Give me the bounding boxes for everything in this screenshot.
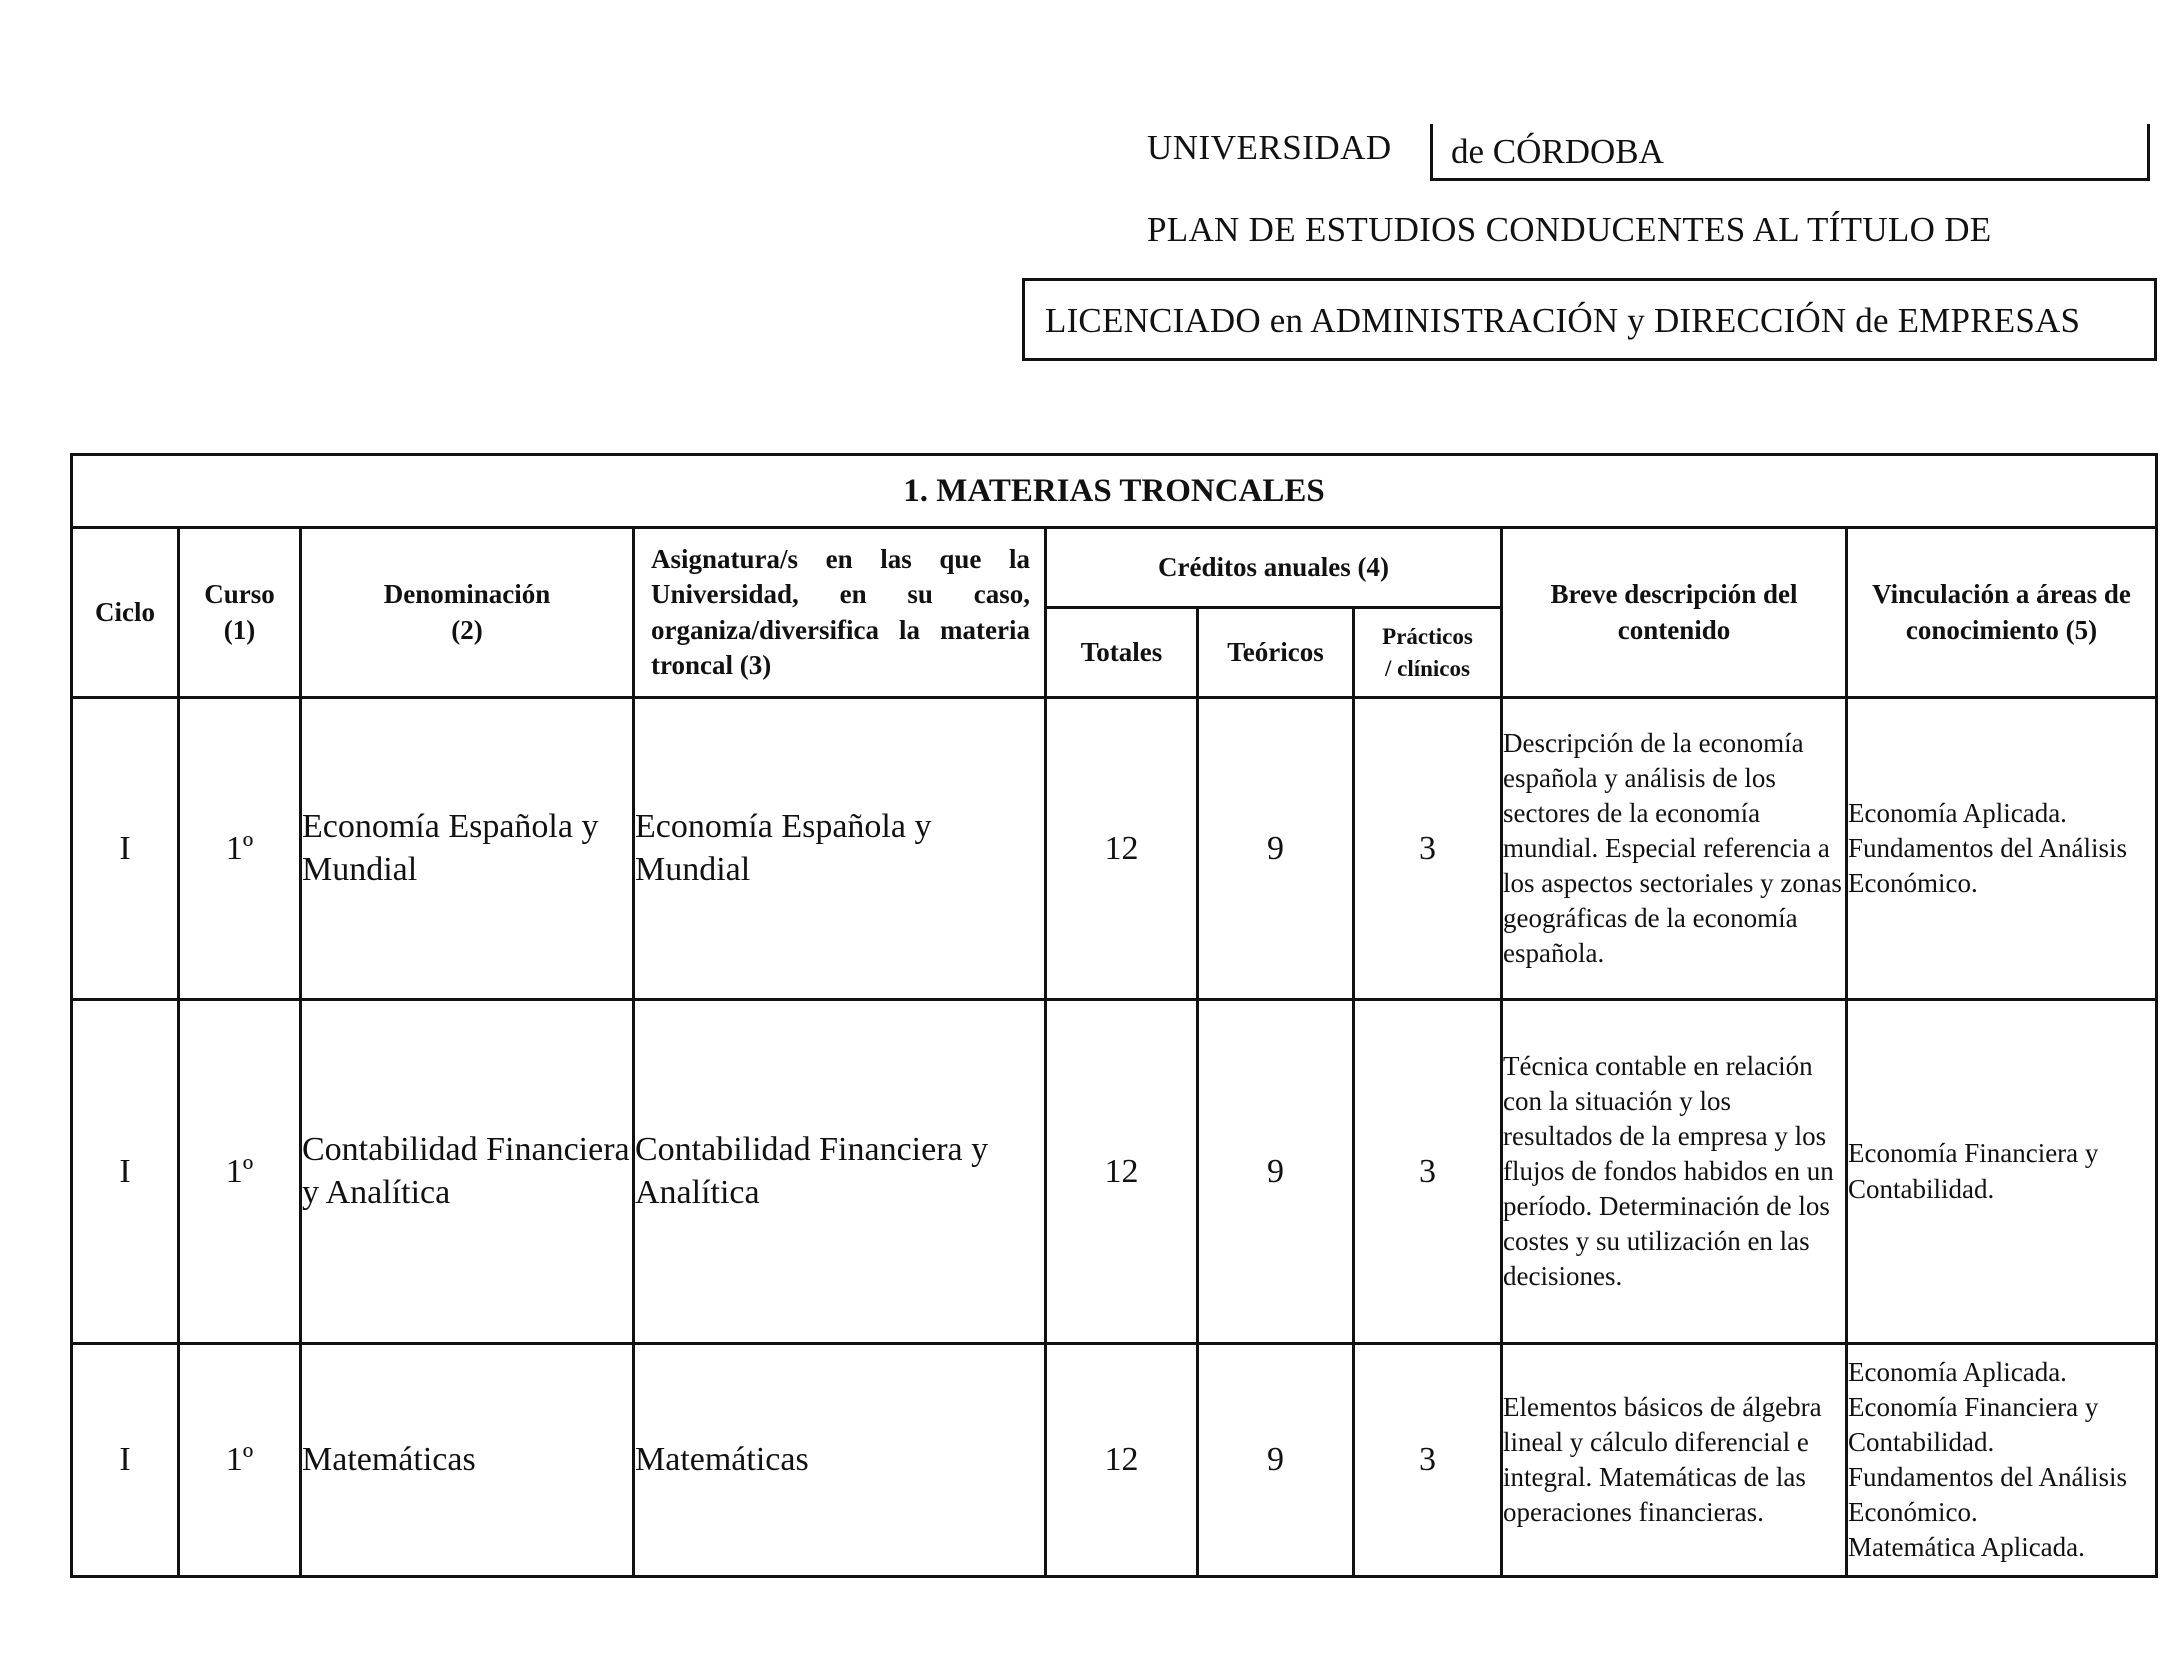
- cell-practicos: 3: [1354, 1000, 1502, 1344]
- cell-denominacion: Matemáticas: [301, 1344, 634, 1577]
- cell-areas: Economía Aplicada. Fundamentos del Análisis Económico.: [1847, 698, 2157, 1000]
- col-header-practicos: Prácticos / clínicos: [1354, 608, 1502, 698]
- header-row-1: [72, 528, 2157, 608]
- degree-title: LICENCIADO en ADMINISTRACIÓN y DIRECCIÓN de EMPRESAS: [1045, 301, 2081, 340]
- col-header-teoricos: Teóricos: [1198, 608, 1354, 698]
- table-row: [72, 1000, 2157, 1344]
- cell-totales: 12: [1046, 1344, 1198, 1577]
- col-header-denominacion: Denominación (2): [301, 528, 634, 698]
- degree-title-box: [1022, 278, 2157, 361]
- cell-teoricos: 9: [1198, 1344, 1354, 1577]
- col-header-curso: Curso (1): [179, 528, 301, 698]
- col-header-asignaturas: Asignatura/s en las que la Universidad, en su caso, organiza/diversifica la materia troncal (3): [634, 528, 1046, 698]
- cell-ciclo: I: [72, 1344, 179, 1577]
- cell-ciclo: I: [72, 698, 179, 1000]
- cell-descripcion: Elementos básicos de álgebra lineal y cálculo diferencial e integral. Matemáticas de las operaciones financieras.: [1502, 1344, 1847, 1577]
- cell-denominacion: Economía Española y Mundial: [301, 698, 634, 1000]
- cell-teoricos: 9: [1198, 698, 1354, 1000]
- cell-areas: Economía Aplicada. Economía Financiera y Contabilidad. Fundamentos del Análisis Económico. Matemática Aplicada.: [1847, 1344, 2157, 1577]
- table-title: 1. MATERIAS TRONCALES: [72, 455, 2157, 528]
- cell-areas: Economía Financiera y Contabilidad.: [1847, 1000, 2157, 1344]
- cell-totales: 12: [1046, 698, 1198, 1000]
- cell-practicos: 3: [1354, 1344, 1502, 1577]
- university-name: de CÓRDOBA: [1451, 132, 1664, 171]
- university-name-box: [1430, 124, 2150, 181]
- col-header-ciclo: Ciclo: [72, 528, 179, 698]
- col-header-descripcion: Breve descripción del contenido: [1502, 528, 1847, 698]
- cell-totales: 12: [1046, 1000, 1198, 1344]
- cell-asignatura: Matemáticas: [634, 1344, 1046, 1577]
- cell-curso: 1º: [179, 1000, 301, 1344]
- plan-text: PLAN DE ESTUDIOS CONDUCENTES AL TÍTULO DE: [1147, 210, 1992, 249]
- col-header-creditos: Créditos anuales (4): [1046, 528, 1502, 608]
- cell-curso: 1º: [179, 698, 301, 1000]
- col-header-totales: Totales: [1046, 608, 1198, 698]
- cell-descripcion: Técnica contable en relación con la situación y los resultados de la empresa y los flujos de fondos habidos en un período. Determinación de los costes y su utilización en las decisiones.: [1502, 1000, 1847, 1344]
- table-title-row: [72, 455, 2157, 528]
- cell-ciclo: I: [72, 1000, 179, 1344]
- cell-practicos: 3: [1354, 698, 1502, 1000]
- cell-teoricos: 9: [1198, 1000, 1354, 1344]
- materias-table: [70, 453, 2158, 1578]
- cell-asignatura: Contabilidad Financiera y Analítica: [634, 1000, 1046, 1344]
- table-row: [72, 698, 2157, 1000]
- table-row: [72, 1344, 2157, 1577]
- university-label: UNIVERSIDAD: [1147, 128, 1392, 167]
- cell-denominacion: Contabilidad Financiera y Analítica: [301, 1000, 634, 1344]
- cell-descripcion: Descripción de la economía española y análisis de los sectores de la economía mundial. Especial referencia a los aspectos sectoriales y zonas geográficas de la economía española.: [1502, 698, 1847, 1000]
- cell-asignatura: Economía Española y Mundial: [634, 698, 1046, 1000]
- cell-curso: 1º: [179, 1344, 301, 1577]
- col-header-vinculacion: Vinculación a áreas de conocimiento (5): [1847, 528, 2157, 698]
